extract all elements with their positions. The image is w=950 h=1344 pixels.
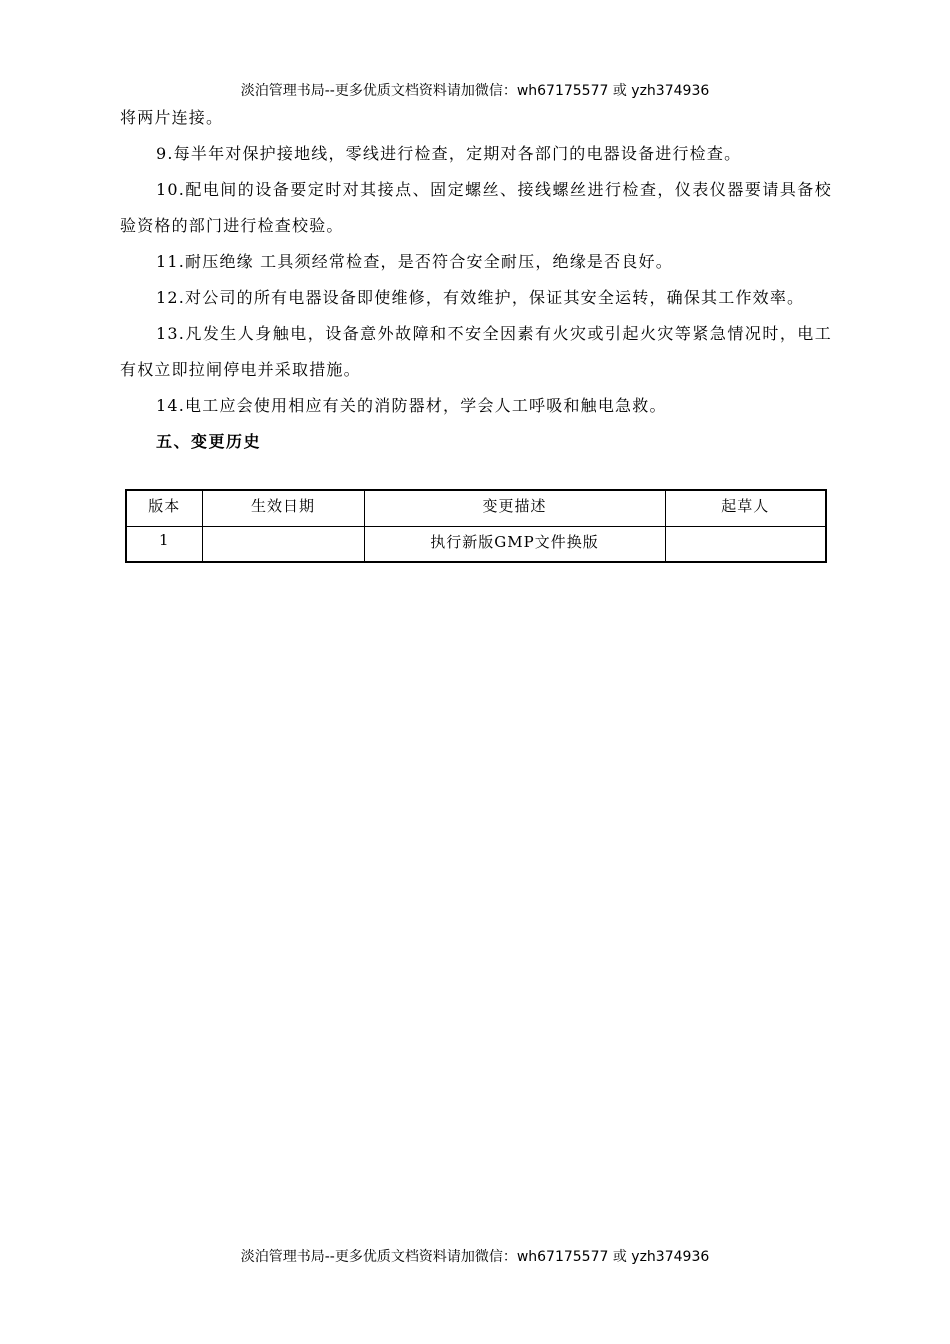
cell-change-description: 执行新版GMP文件换版 — [364, 526, 665, 562]
header-cell-drafter: 起草人 — [665, 490, 826, 526]
cell-effective-date — [202, 526, 364, 562]
paragraph-item-10: 10.配电间的设备要定时对其接点、固定螺丝、接线螺丝进行检查，仪表仪器要请具备校验资格的部门进行检查校验。 — [120, 180, 832, 235]
change-history-table — [125, 489, 827, 563]
document-body — [120, 100, 832, 460]
paragraph-item-9: 9.每半年对保护接地线，零线进行检查，定期对各部门的电器设备进行检查。 — [156, 144, 742, 163]
header-cell-change-description: 变更描述 — [364, 490, 665, 526]
header-cell-version: 版本 — [126, 490, 202, 526]
paragraph-item-11: 11.耐压绝缘 工具须经常检查，是否符合安全耐压，绝缘是否良好。 — [156, 252, 673, 271]
cell-drafter — [665, 526, 826, 562]
table-row — [126, 526, 826, 562]
page-footer: 淡泊管理书局--更多优质文档资料请加微信：wh67175577 或 yzh374936 — [240, 1249, 710, 1265]
table-header-row — [126, 490, 826, 526]
paragraph-continuation: 将两片连接。 — [120, 108, 224, 127]
paragraph-item-13: 13.凡发生人身触电，设备意外故障和不安全因素有火灾或引起火灾等紧急情况时，电工有权立即拉闸停电并采取措施。 — [120, 324, 832, 379]
cell-version: 1 — [126, 526, 202, 562]
section-title-change-history: 五、变更历史 — [156, 432, 262, 451]
header-cell-effective-date: 生效日期 — [202, 490, 364, 526]
paragraph-item-14: 14.电工应会使用相应有关的消防器材，学会人工呼吸和触电急救。 — [156, 396, 667, 415]
paragraph-item-12: 12.对公司的所有电器设备即使维修，有效维护，保证其安全运转，确保其工作效率。 — [156, 288, 805, 307]
page-header: 淡泊管理书局--更多优质文档资料请加微信：wh67175577 或 yzh374936 — [240, 83, 710, 99]
